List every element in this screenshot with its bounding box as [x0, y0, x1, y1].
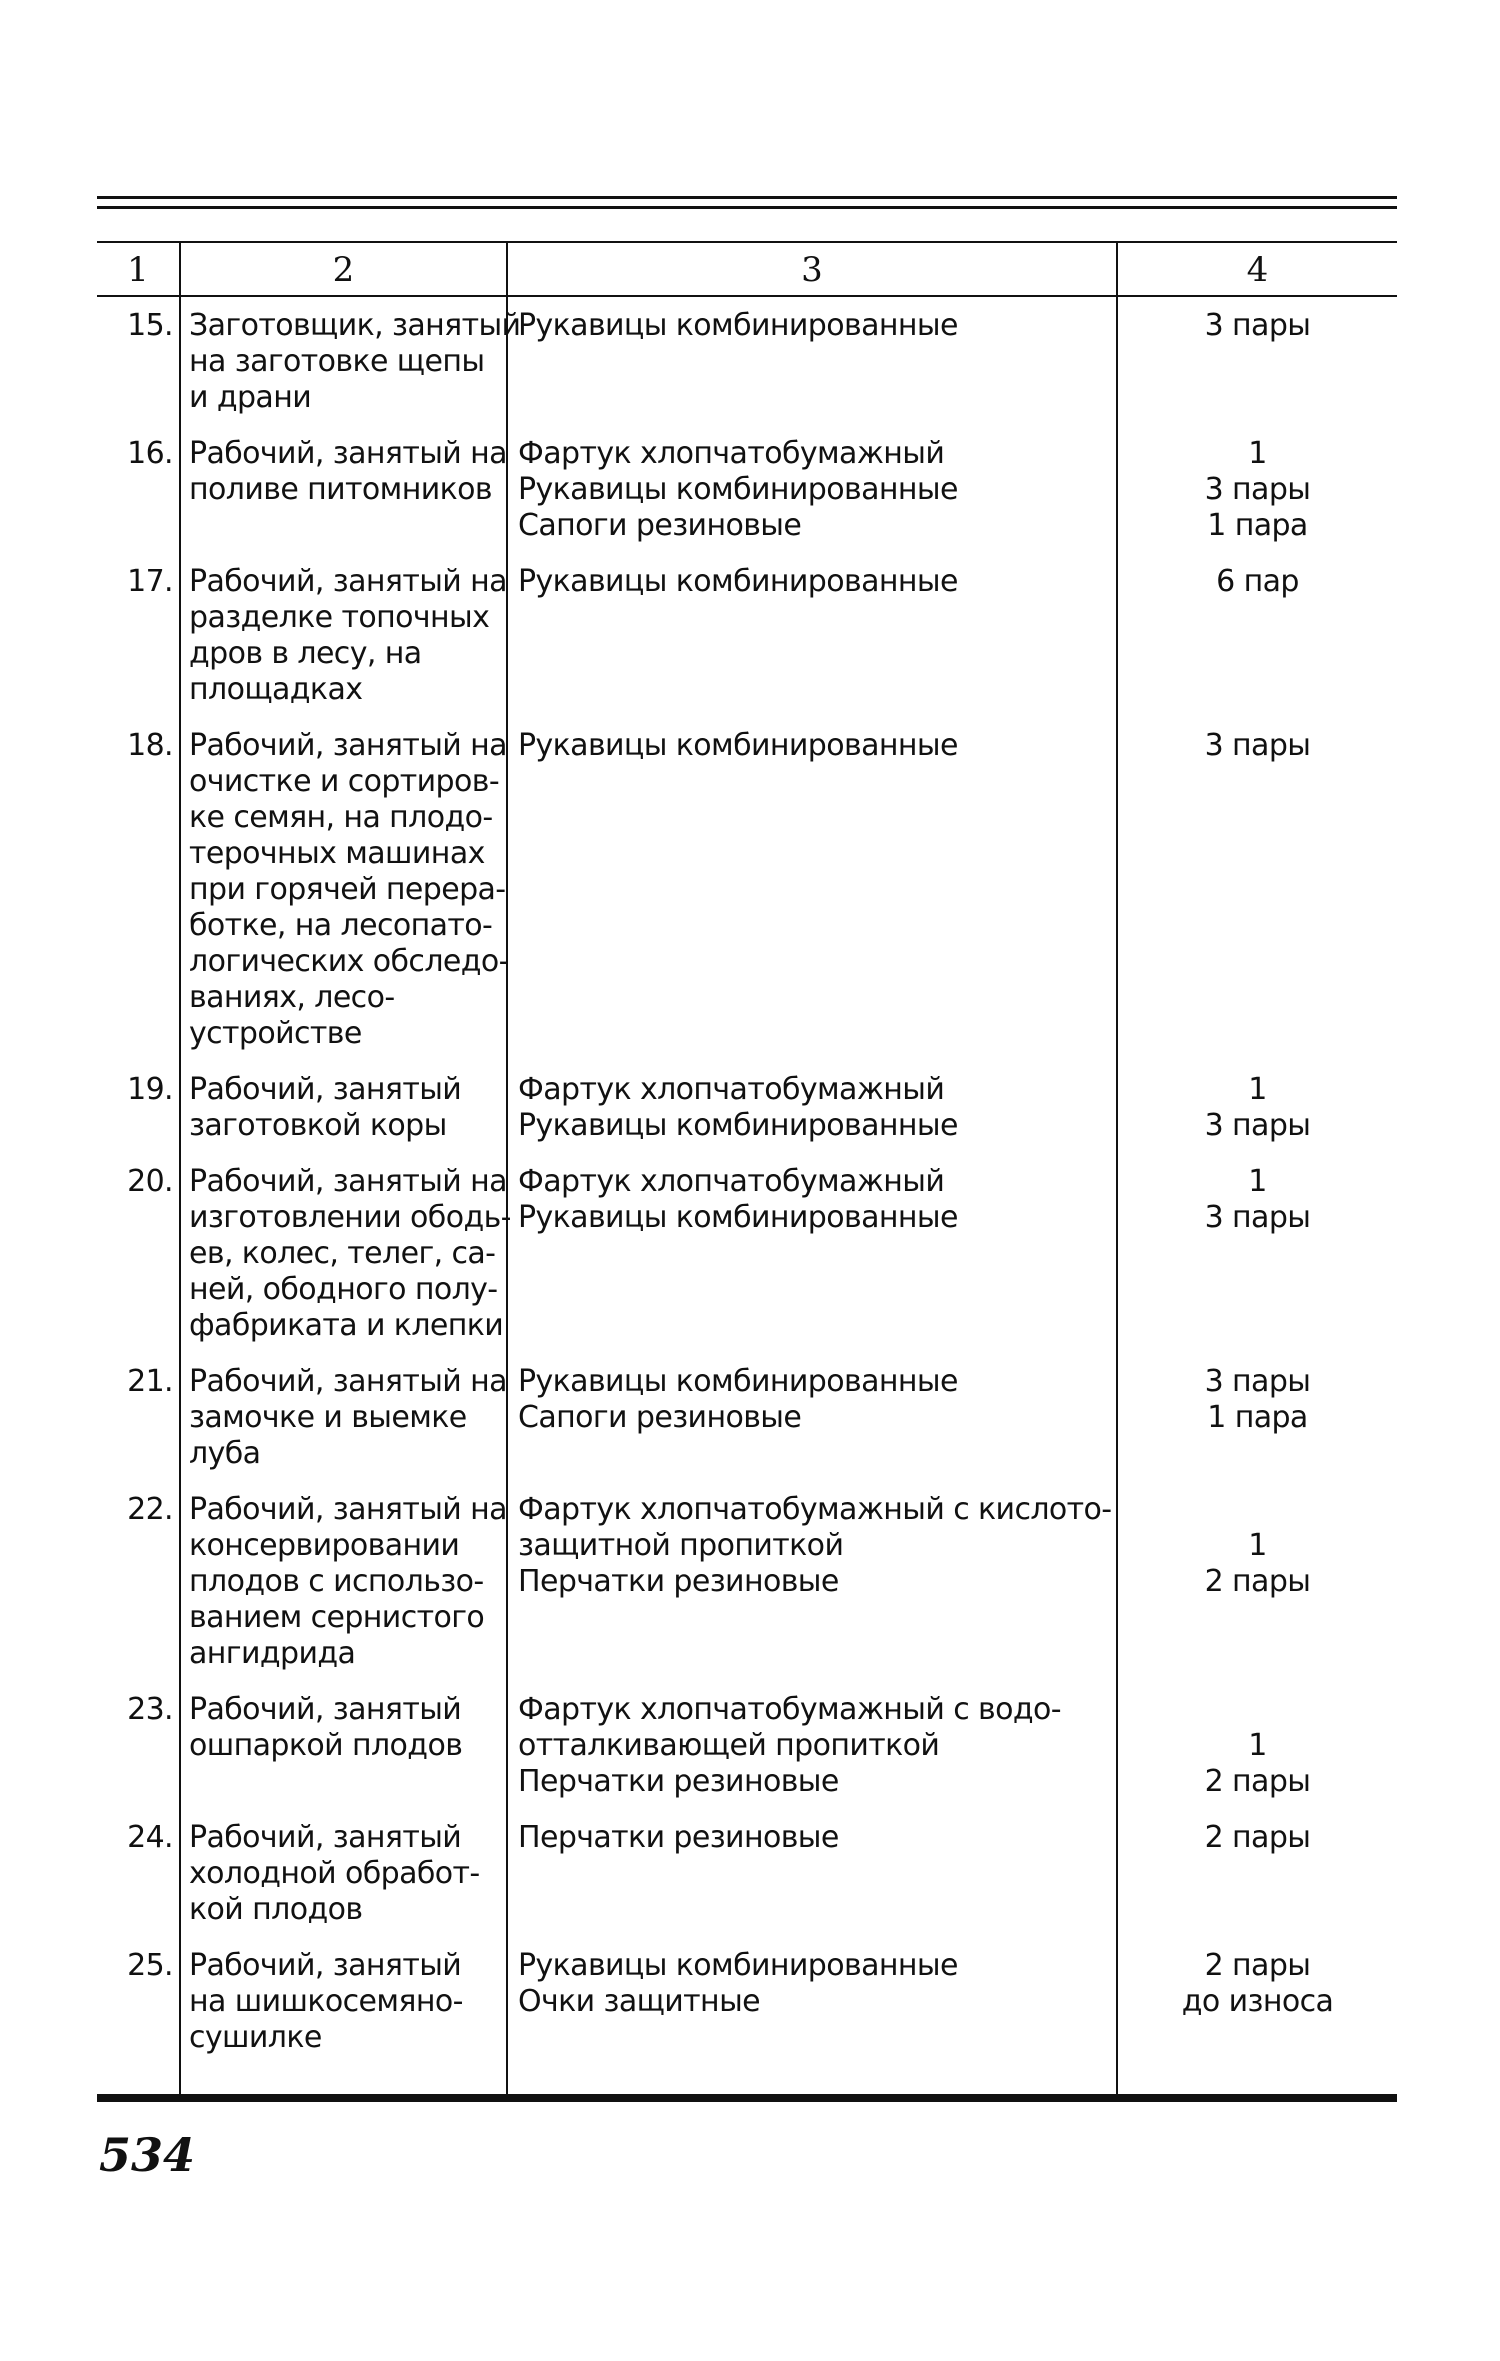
quantity-line: до износа	[1181, 1984, 1334, 2019]
items-cell	[507, 717, 1117, 1061]
occupation-line: поливе питомников	[189, 472, 492, 507]
table-row	[97, 553, 1397, 717]
items-cell	[507, 1809, 1117, 1937]
table-row	[97, 296, 1397, 425]
column-header-2: 2	[180, 242, 507, 296]
occupation-cell	[180, 1153, 511, 1353]
column-header-3: 3	[507, 242, 1117, 296]
item-line: Перчатки резиновые	[518, 1564, 839, 1599]
occupation-line: Рабочий, занятый на	[189, 1492, 507, 1527]
item-line: Фартук хлопчатобумажный с кислото-	[518, 1492, 1112, 1527]
row-number: 21.	[127, 1364, 173, 1399]
occupation-cell	[180, 1353, 507, 1481]
row-number: 25.	[97, 1937, 180, 2101]
occupation-line: очистке и сортиров-	[189, 764, 500, 799]
item-line: Перчатки резиновые	[518, 1820, 839, 1855]
row-number: 19.	[127, 1072, 173, 1107]
occupation-line: на шишкосемяно-	[189, 1984, 463, 2019]
occupation-line: устройстве	[189, 1016, 362, 1051]
quantity-line: 1 пара	[1207, 1400, 1308, 1435]
occupation-line: ней, ободного полу-	[189, 1272, 498, 1307]
occupation-line: терочных машинах	[189, 836, 485, 871]
occupation-cell	[180, 425, 507, 553]
occupation-line: ваниях, лесо-	[189, 980, 395, 1015]
occupation-line: плодов с использо-	[189, 1564, 484, 1599]
column-header-4: 4	[1117, 242, 1397, 296]
occupation-line: консервировании	[189, 1528, 460, 1563]
quantity-cell	[1117, 553, 1397, 717]
items-cell	[507, 1061, 1117, 1153]
occupation-line: заготовкой коры	[189, 1108, 447, 1143]
item-line: Сапоги резиновые	[518, 508, 802, 543]
occupation-line: Рабочий, занятый	[189, 1072, 462, 1107]
row-number: 17.	[127, 564, 173, 599]
occupation-line: площадках	[189, 672, 363, 707]
occupation-cell	[180, 1481, 507, 1681]
table-row	[97, 1681, 1397, 1809]
item-line: Рукавицы комбинированные	[518, 564, 958, 599]
item-line: Рукавицы комбинированные	[518, 1108, 958, 1143]
quantity-line: 1	[1248, 1528, 1267, 1563]
quantity-cell	[1117, 1809, 1397, 1937]
occupation-line: ванием сернистого	[189, 1600, 485, 1635]
occupation-line: разделке топочных	[189, 600, 490, 635]
occupation-line: Рабочий, занятый на	[189, 564, 507, 599]
occupation-line: луба	[189, 1436, 261, 1471]
occupation-line: на заготовке щепы	[189, 344, 485, 379]
quantity-cell	[1117, 717, 1397, 1061]
quantity-line: 3 пары	[1204, 1200, 1311, 1235]
occupation-line: Рабочий, занятый на	[189, 436, 507, 471]
occupation-line: сушилке	[189, 2020, 322, 2055]
item-line: Фартук хлопчатобумажный	[518, 1072, 945, 1107]
occupation-line: логических обследо-	[189, 944, 509, 979]
items-cell	[507, 1937, 1117, 2101]
occupation-line: ангидрида	[189, 1636, 356, 1671]
item-line: Фартук хлопчатобумажный	[518, 436, 945, 471]
quantity-line: 1	[1248, 1164, 1267, 1199]
occupation-cell	[180, 553, 507, 717]
quantity-line	[1118, 1492, 1397, 1528]
table-header	[97, 242, 1397, 296]
table-row	[97, 717, 1397, 1061]
table-row	[97, 1937, 1397, 2101]
row-number: 20.	[127, 1164, 173, 1199]
quantity-cell	[1117, 1937, 1397, 2101]
row-number: 18.	[127, 728, 173, 763]
occupation-line: Рабочий, занятый на	[189, 1164, 507, 1199]
quantity-line: 2 пары	[1204, 1764, 1311, 1799]
items-cell	[507, 1153, 1117, 1353]
occupation-line: холодной обработ-	[189, 1856, 480, 1891]
row-number: 15.	[127, 308, 173, 343]
quantity-line: 1	[1248, 1728, 1267, 1763]
occupation-cell	[180, 1681, 507, 1809]
quantity-line: 1	[1248, 436, 1267, 471]
item-line: Рукавицы комбинированные	[518, 472, 958, 507]
table-row	[97, 1153, 1397, 1353]
row-number: 23.	[127, 1692, 173, 1727]
quantity-line: 6 пар	[1216, 564, 1299, 599]
occupation-line: ке семян, на плодо-	[189, 800, 493, 835]
table-row	[97, 1809, 1397, 1937]
item-line: Очки защитные	[518, 1984, 761, 2019]
occupation-line: ботке, на лесопато-	[189, 908, 493, 943]
item-line: Сапоги резиновые	[518, 1400, 802, 1435]
items-cell	[507, 1681, 1117, 1809]
items-cell	[507, 553, 1117, 717]
quantity-line: 1	[1248, 1072, 1267, 1107]
occupation-line: ошпаркой плодов	[189, 1728, 463, 1763]
item-line: Рукавицы комбинированные	[518, 308, 958, 343]
occupation-line: Рабочий, занятый	[189, 1948, 462, 1983]
table-row	[97, 425, 1397, 553]
occupation-cell	[180, 296, 521, 425]
occupation-line: ев, колес, телег, са-	[189, 1236, 496, 1271]
quantity-line: 3 пары	[1204, 1364, 1311, 1399]
table-row	[97, 1353, 1397, 1481]
column-header-1: 1	[97, 242, 180, 296]
protective-clothing-table	[97, 241, 1397, 2102]
row-number: 16.	[127, 436, 173, 471]
items-cell	[507, 1353, 1117, 1481]
occupation-cell	[180, 1937, 507, 2101]
items-cell	[507, 296, 1117, 425]
quantity-line: 3 пары	[1204, 1108, 1311, 1143]
row-number: 24.	[127, 1820, 173, 1855]
quantity-cell	[1117, 425, 1397, 553]
item-line: Фартук хлопчатобумажный	[518, 1164, 945, 1199]
quantity-line	[1118, 1692, 1397, 1728]
quantity-cell	[1117, 296, 1397, 425]
occupation-line: Рабочий, занятый	[189, 1820, 462, 1855]
items-cell	[507, 1481, 1117, 1681]
top-rule-2	[97, 206, 1397, 209]
item-line: Рукавицы комбинированные	[518, 1364, 958, 1399]
quantity-line: 1 пара	[1207, 508, 1308, 543]
top-rule-1	[97, 196, 1397, 199]
table-body	[97, 296, 1397, 2101]
occupation-cell	[180, 717, 507, 1061]
occupation-line: Заготовщик, занятый	[189, 308, 521, 343]
quantity-cell	[1117, 1481, 1397, 1681]
item-line: Рукавицы комбинированные	[518, 728, 958, 763]
item-line: отталкивающей пропиткой	[518, 1728, 940, 1763]
quantity-cell	[1117, 1061, 1397, 1153]
occupation-line: Рабочий, занятый на	[189, 1364, 507, 1399]
page-number: 534	[99, 2128, 196, 2182]
occupation-line: дров в лесу, на	[189, 636, 422, 671]
header-row	[97, 242, 1397, 296]
occupation-line: Рабочий, занятый	[189, 1692, 462, 1727]
table-row	[97, 1481, 1397, 1681]
occupation-line: фабриката и клепки	[189, 1308, 504, 1343]
quantity-line: 3 пары	[1204, 728, 1311, 763]
occupation-line: и драни	[189, 380, 312, 415]
item-line: защитной пропиткой	[518, 1528, 844, 1563]
occupation-line: замочке и выемке	[189, 1400, 467, 1435]
item-line: Перчатки резиновые	[518, 1764, 839, 1799]
occupation-line: Рабочий, занятый на	[189, 728, 507, 763]
item-line: Рукавицы комбинированные	[518, 1200, 958, 1235]
occupation-cell	[180, 1061, 507, 1153]
quantity-cell	[1117, 1153, 1397, 1353]
quantity-cell	[1117, 1681, 1397, 1809]
occupation-cell	[180, 1809, 507, 1937]
occupation-line: изготовлении ободь-	[189, 1200, 511, 1235]
items-cell	[507, 425, 1117, 553]
item-line: Рукавицы комбинированные	[518, 1948, 958, 1983]
quantity-cell	[1117, 1353, 1397, 1481]
quantity-line: 3 пары	[1204, 308, 1311, 343]
quantity-line: 2 пары	[1204, 1820, 1311, 1855]
quantity-line: 2 пары	[1204, 1948, 1311, 1983]
item-line: Фартук хлопчатобумажный с водо-	[518, 1692, 1061, 1727]
occupation-line: при горячей перера-	[189, 872, 506, 907]
row-number: 22.	[127, 1492, 173, 1527]
occupation-line: кой плодов	[189, 1892, 363, 1927]
quantity-line: 3 пары	[1204, 472, 1311, 507]
table-row	[97, 1061, 1397, 1153]
quantity-line: 2 пары	[1204, 1564, 1311, 1599]
bottom-rule	[97, 2094, 1397, 2102]
